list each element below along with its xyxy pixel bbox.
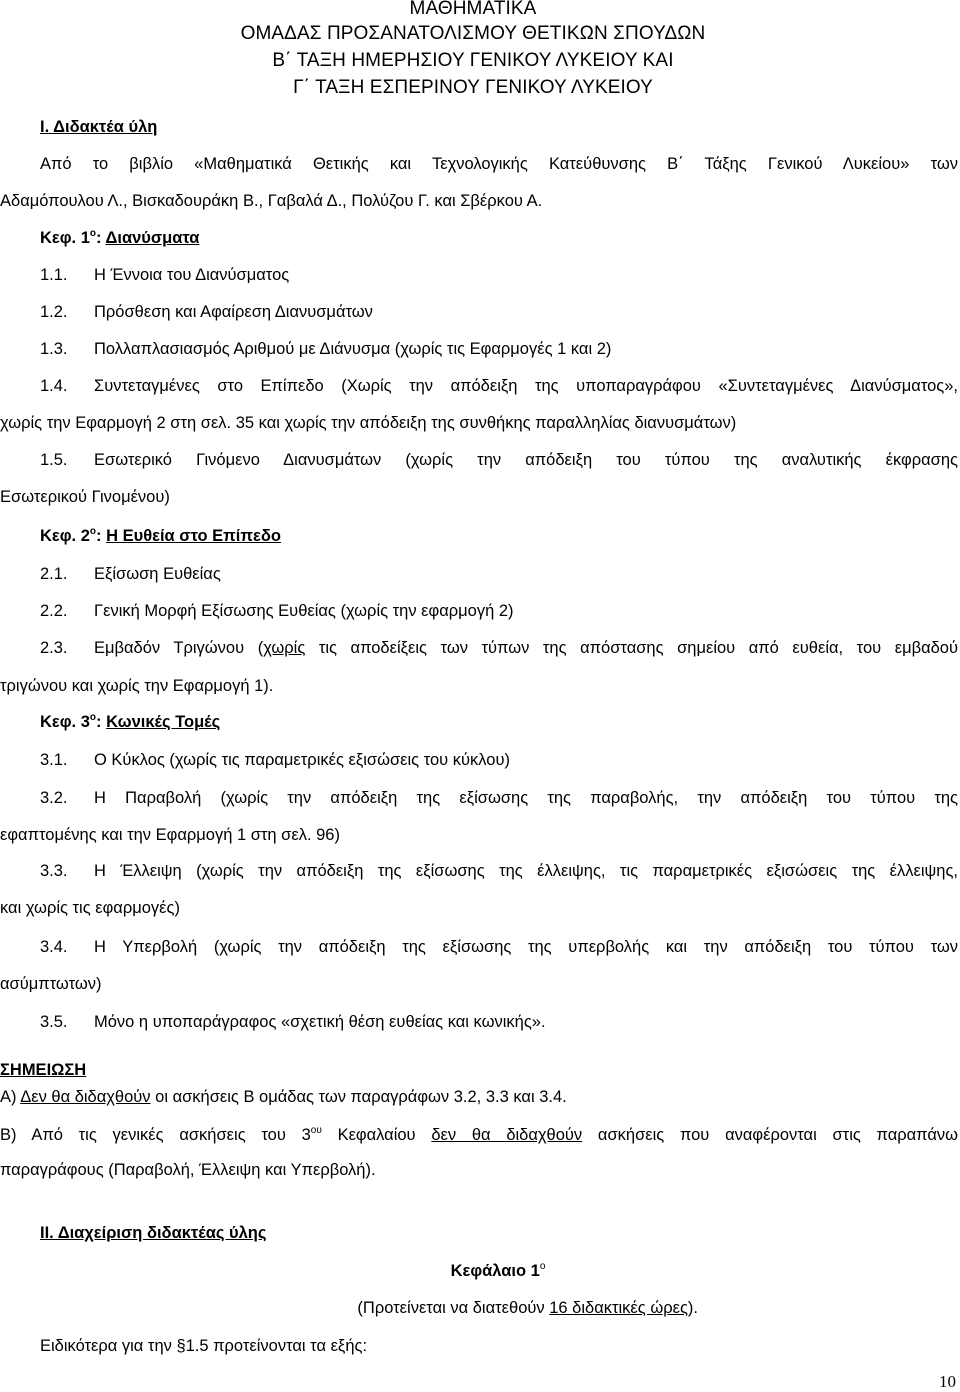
item-1-4-cont: χωρίς την Εφαρμογή 2 στη σελ. 35 και χωρίς την απόδειξη της συνθήκης παραλληλίας διανυσμάτων) — [0, 414, 737, 432]
chapter-3-title: Κωνικές Τομές — [106, 713, 221, 731]
intro-line-2: Αδαμόπουλου Λ., Βισκαδουράκη Β., Γαβαλά Δ., Πολύζου Γ. και Σβέρκου Α. — [0, 192, 543, 210]
chapter-3-heading: Κεφ. $3^o$: Κωνικές Τομές — [40, 712, 221, 731]
item-3-1: 3.1. Ο Κύκλος (χωρίς τις παραμετρικές εξισώσεις του κύκλου) — [40, 751, 511, 769]
item-1-3: 1.3. Πολλαπλασιασμός Αριθμού με Διάνυσμα (χωρίς τις Εφαρμογές 1 και 2) — [40, 340, 612, 358]
chapter-1-title: Διανύσματα — [105, 229, 200, 247]
item-3-4-cont: ασύμπτωτων) — [0, 975, 102, 993]
item-1-1: 1.1. Η Έννοια του Διανύσματος — [40, 266, 290, 284]
header-class-c: Γ΄ ΤΑΞΗ ΕΣΠΕΡΙΝΟΥ ΓΕΝΙΚΟΥ ΛΥΚΕΙΟΥ — [293, 77, 653, 98]
item-3-2-cont: εφαπτομένης και την Εφαρμογή 1 στη σελ. 96) — [0, 826, 340, 844]
page-number: 10 — [939, 1372, 956, 1391]
item-3-3: 3.3. Η Έλλειψη (χωρίς την απόδειξη της εξίσωσης της έλλειψης, τις παραμετρικές εξισώσεις της έλλειψης, — [40, 862, 958, 880]
header-class-b: Β΄ ΤΑΞΗ ΗΜΕΡΗΣΙΟΥ ΓΕΝΙΚΟΥ ΛΥΚΕΙΟΥ ΚΑΙ — [272, 50, 674, 71]
section-2-title: ΙΙ. Διαχείριση διδακτέας ύλης — [40, 1224, 267, 1242]
chapter-2-heading: Κεφ. $2^o$: Η Ευθεία στο Επίπεδο — [40, 526, 281, 545]
item-1-4: 1.4. Συντεταγμένες στο Επίπεδο (Χωρίς την απόδειξη της υποπαραγράφου «Συντεταγμένες Διανύσματος», — [40, 377, 958, 395]
header-subject: ΜΑΘΗΜΑΤΙΚΑ — [409, 0, 537, 19]
item-1-5-cont: Εσωτερικού Γινομένου) — [0, 488, 170, 506]
chapter-1-heading: Κεφ. $1^o$: Διανύσματα — [40, 228, 200, 247]
section-1-title: Ι. Διδακτέα ύλη — [40, 118, 158, 136]
item-1-2: 1.2. Πρόσθεση και Αφαίρεση Διανυσμάτων — [40, 303, 373, 321]
item-3-5: 3.5. Μόνο η υποπαράγραφος «σχετική θέση ευθείας και κωνικής». — [40, 1013, 546, 1031]
note-b: Β) Από τις γενικές ασκήσεις του $3^{o\upsilon}$ Κεφαλαίου δεν θα διδαχθούν ασκήσεις που αναφέρονται στις παραπάνω — [0, 1125, 958, 1144]
chapter-2-title: Η Ευθεία στο Επίπεδο — [106, 527, 281, 545]
item-2-2: 2.2. Γενική Μορφή Εξίσωσης Ευθείας (χωρίς την εφαρμογή 2) — [40, 602, 514, 620]
item-1-5: 1.5. Εσωτερικό Γινόμενο Διανυσμάτων (χωρίς την απόδειξη του τύπου της αναλυτικής έκφρασης — [40, 451, 958, 469]
header-group: ΟΜΑΔΑΣ ΠΡΟΣΑΝΑΤΟΛΙΣΜΟΥ ΘΕΤΙΚΩΝ ΣΠΟΥΔΩΝ — [240, 23, 706, 44]
item-3-2: 3.2. Η Παραβολή (χωρίς την απόδειξη της εξίσωσης της παραβολής, την απόδειξη του τύπου της — [40, 789, 958, 807]
note-a: Α) Δεν θα διδαχθούν οι ασκήσεις Β ομάδας των παραγράφων 3.2, 3.3 και 3.4. — [0, 1088, 567, 1106]
intro-line-1: Από το βιβλίο «Μαθηματικά Θετικής και Τεχνολογικής Κατεύθυνσης Β΄ Τάξης Γενικού Λυκείου» των — [40, 155, 958, 173]
note-b-cont: παραγράφους (Παραβολή, Έλλειψη και Υπερβολή). — [0, 1161, 376, 1179]
item-3-4: 3.4. Η Υπερβολή (χωρίς την απόδειξη της εξίσωσης της υπερβολής και την απόδειξη του τύπου των — [40, 938, 958, 956]
chapter-1-subheading: Κεφάλαιο $1^o$ — [450, 1261, 546, 1280]
item-3-3-cont: και χωρίς τις εφαρμογές) — [0, 899, 180, 917]
item-2-3: 2.3. Εμβαδόν Τριγώνου (χωρίς τις αποδείξεις των τύπων της απόστασης σημείου από ευθεία, του εμβαδού — [40, 639, 958, 657]
section-2-detail: Ειδικότερα για την §1.5 προτείνονται τα εξής: — [40, 1337, 368, 1355]
hours-note: (Προτείνεται να διατεθούν 16 διδακτικές ώρες). — [357, 1299, 698, 1317]
item-2-3-cont: τριγώνου και χωρίς την Εφαρμογή 1). — [0, 677, 274, 695]
note-title: ΣΗΜΕΙΩΣΗ — [0, 1061, 87, 1079]
item-2-1: 2.1. Εξίσωση Ευθείας — [40, 565, 221, 583]
